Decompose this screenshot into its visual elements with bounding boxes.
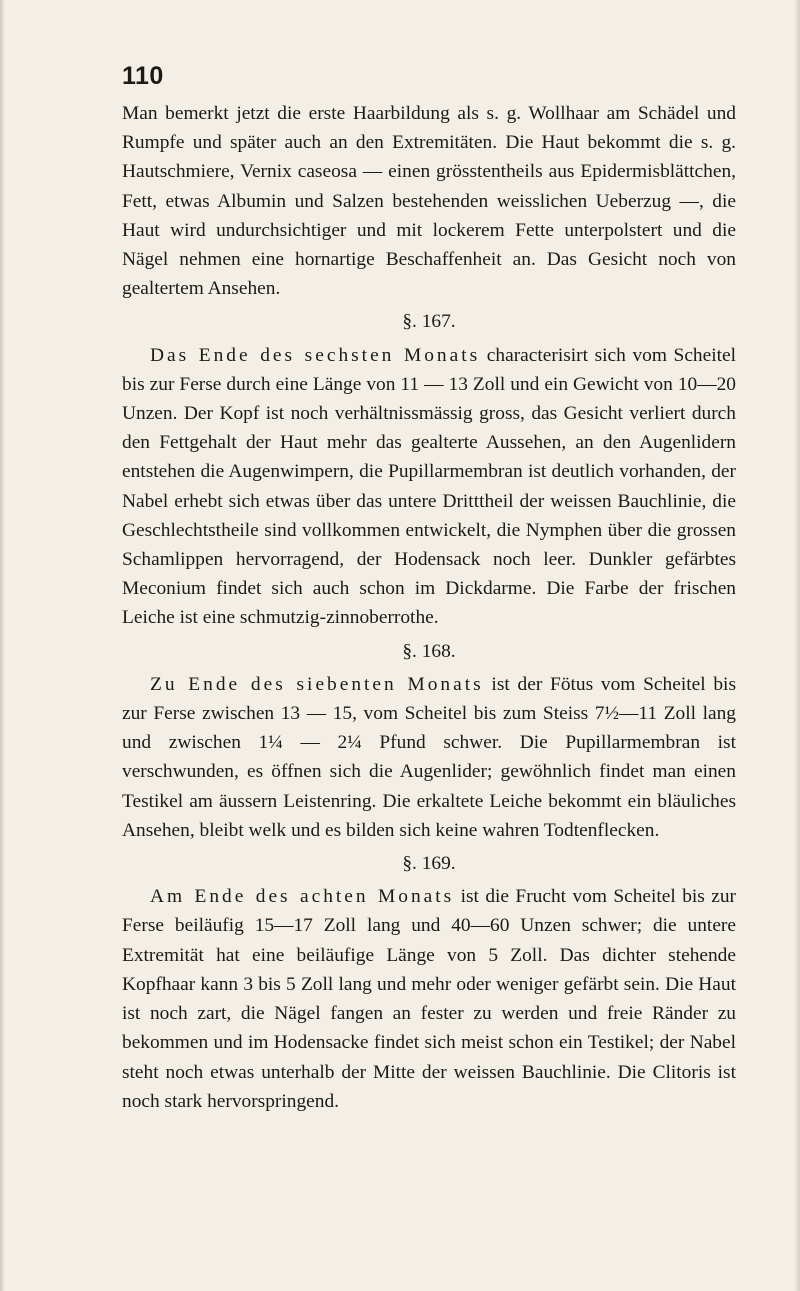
paragraph-section-167 [122, 341, 736, 633]
section-text-167: characterisirt sich vom Scheitel bis zur Ferse durch eine Länge von 11 — 13 Zoll und ein Gewicht von 10—20 Unzen. Der Kopf ist noch verhältnissmässig gross, das Gesicht verliert durch den Fettgehalt der Haut mehr das gealterte Aussehen, an den Augenlidern entstehen die Augenwimpern, die Pupillarmembran ist deutlich vorhanden, der Nabel erhebt sich etwas über das untere Dritttheil der weissen Bauchlinie, die Geschlechtstheile sind vollkommen entwickelt, die Nymphen über die grossen Schamlippen hervorragend, der Hodensack noch leer. Dunkler gefärbtes Meconium findet sich auch schon im Dickdarme. Die Farbe der frischen Leiche ist eine schmutzig-zinnoberrothe. [122, 344, 736, 629]
page-number: 110 [122, 62, 164, 90]
section-text-169: ist die Frucht vom Scheitel bis zur Ferse beiläufig 15—17 Zoll lang und 40—60 Unzen schwer; die untere Extremität hat eine beiläufige Länge von 5 Zoll. Das dichter stehende Kopfhaar kann 3 bis 5 Zoll lang und mehr oder weniger gefärbt sein. Die Haut ist noch zart, die Nägel fangen an fester zu werden und freie Ränder zu bekommen und im Hodensacke findet sich meist schon ein Testikel; der Nabel steht noch etwas unterhalb der Mitte der weissen Bauchlinie. Die Clitoris ist noch stark hervorspringend. [122, 886, 736, 1112]
section-mark-167: §. 167. [402, 311, 456, 333]
section-lead-169: Am Ende des achten Monats [150, 886, 455, 908]
paragraph-section-169 [122, 882, 736, 1116]
section-lead-168: Zu Ende des siebenten Monats [150, 673, 484, 695]
section-text-168: ist der Fötus vom Scheitel bis zur Ferse zwischen 13 — 15, vom Scheitel bis zum Steiss 7½—11 Zoll lang und zwischen 1¼ — 2¼ Pfund schwer. Die Pupillarmembran ist verschwunden, es öffnen sich die Augenlider; gewöhnlich findet man einen Testikel am äussern Leistenring. Die erkaltete Leiche bekommt ein bläuliches Ansehen, bleibt welk und es bilden sich keine wahren Todtenflecken. [122, 673, 736, 841]
section-mark-168: §. 168. [402, 640, 456, 662]
body-text [122, 99, 736, 1116]
section-mark-169: §. 169. [402, 853, 456, 875]
page-right-edge [794, 0, 800, 1291]
paragraph-intro: Man bemerkt jetzt die erste Haarbildung als s. g. Wollhaar am Schädel und Rumpfe und später auch an den Extremitäten. Die Haut bekommt die s. g. Hautschmiere, Vernix caseosa — einen grösstentheils aus Epidermisblättchen, Fett, etwas Albumin und Salzen bestehenden weisslichen Ueberzug —, die Haut wird undurchsichtiger und mit lockerem Fette unterpolstert und die Nägel nehmen eine hornartige Beschaffenheit an. Das Gesicht noch von gealtertem Ansehen. [122, 103, 736, 300]
section-lead-167: Das Ende des sechsten Monats [150, 344, 481, 366]
page-left-edge [0, 0, 5, 1291]
paragraph-section-168 [122, 670, 736, 845]
